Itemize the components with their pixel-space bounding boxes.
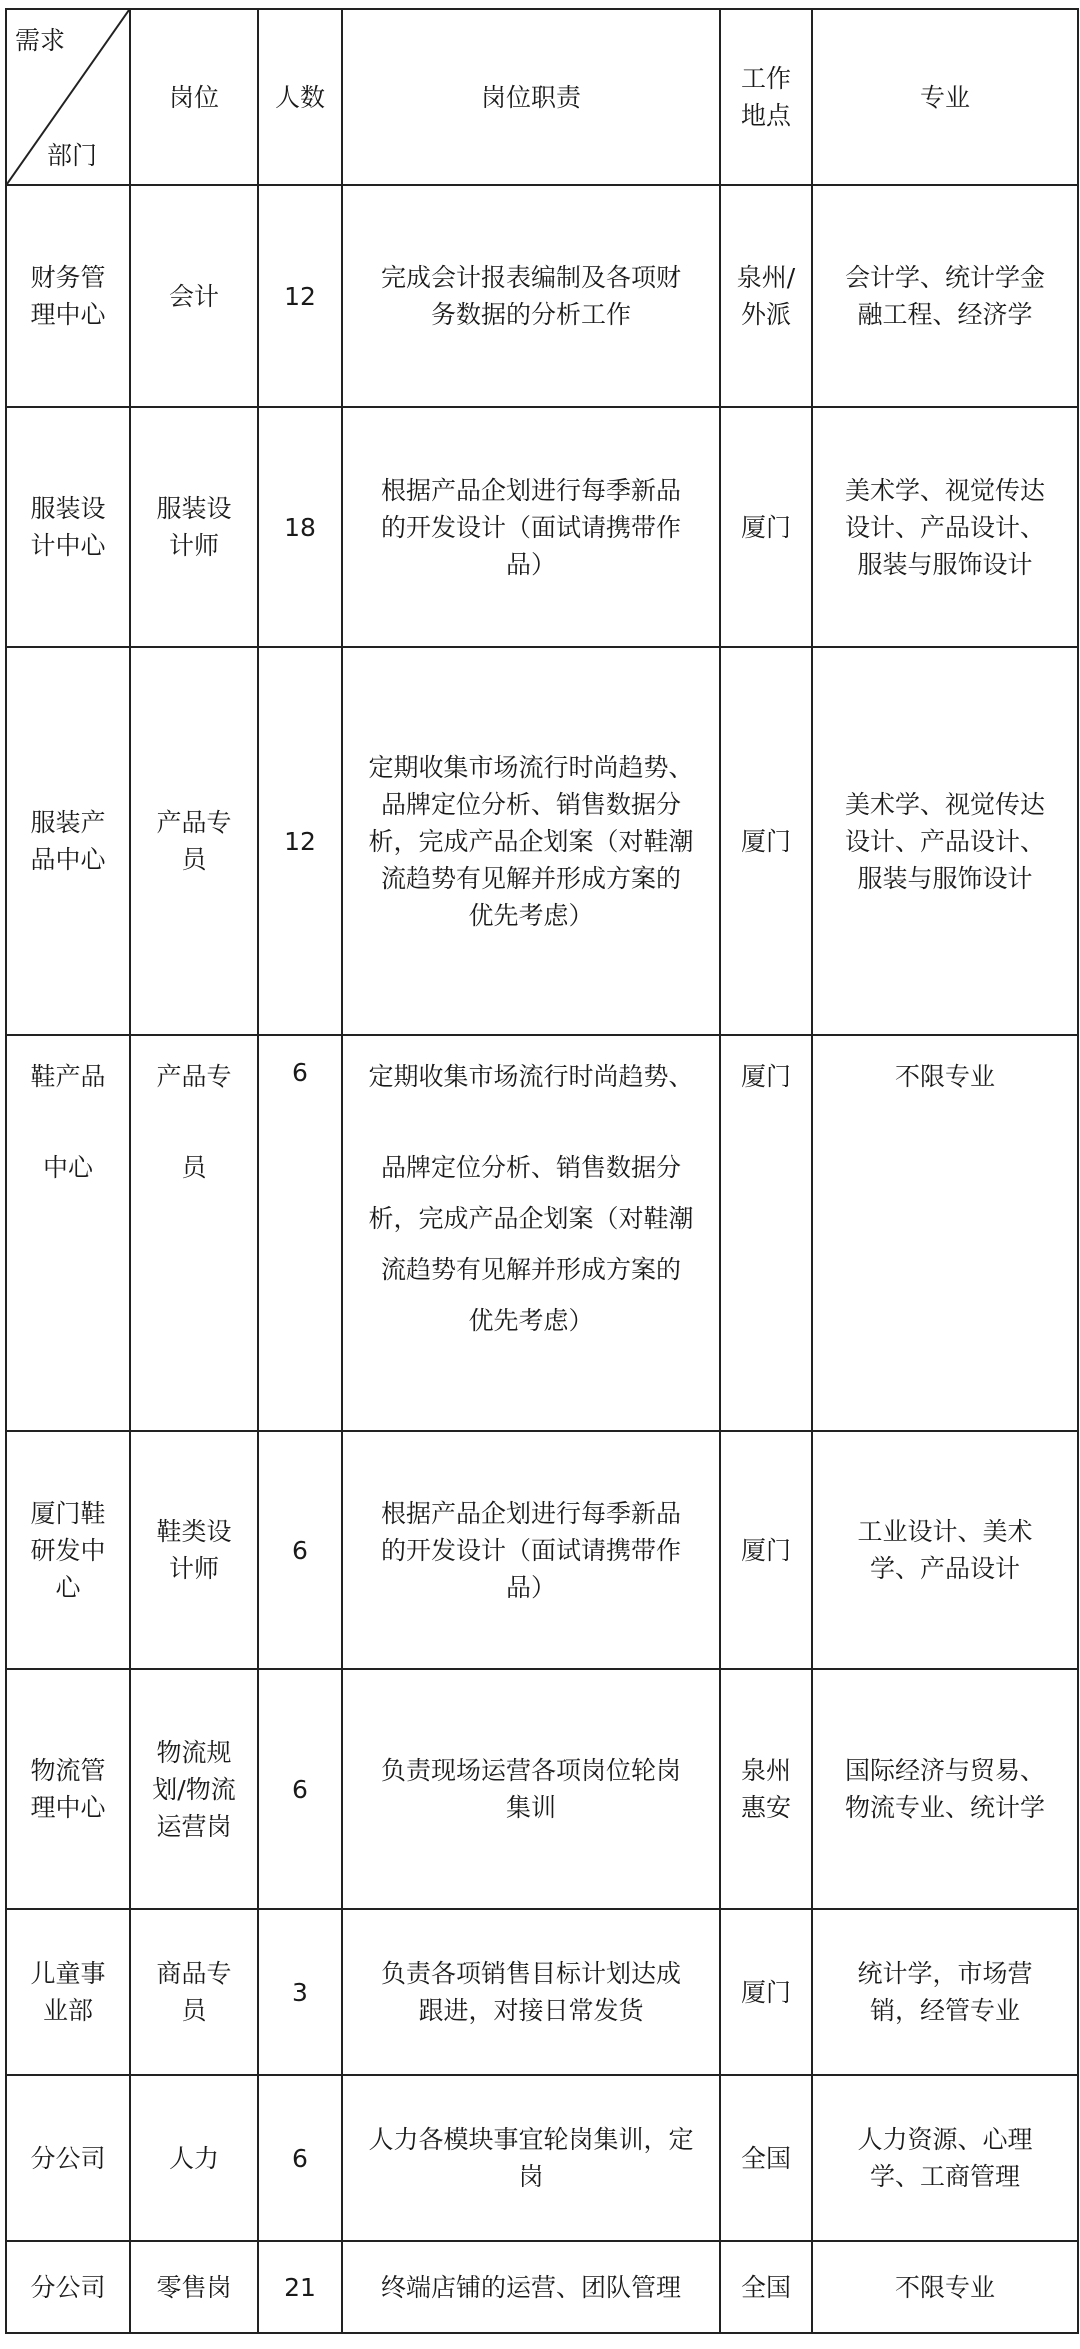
dept-line: 服装产 [30, 808, 106, 837]
header-duties: 岗位职责 [342, 9, 720, 185]
position-line: 员 [181, 845, 207, 874]
major-cell [812, 185, 1078, 407]
duties-line: 定期收集市场流行时尚趋势、 [368, 752, 694, 782]
dept-cell [6, 2241, 130, 2333]
count-cell: 6 [258, 1669, 342, 1909]
position-cell: 产品专 [130, 1035, 258, 1131]
duties-cell [342, 1669, 720, 1909]
count-cell: 3 [258, 1909, 342, 2075]
dept-line: 分公司 [30, 2143, 106, 2173]
dept-cell [6, 1431, 130, 1669]
count-cell: 12 [258, 185, 342, 407]
header-position: 岗位 [130, 9, 258, 185]
position-line: 产品专 [156, 808, 232, 837]
location-cell [720, 647, 812, 1035]
location-cell-empty [720, 1131, 812, 1431]
duties-cell [342, 647, 720, 1035]
major-cell [812, 1669, 1078, 1909]
dept-line: 厦门鞋 [30, 1498, 106, 1528]
position-line: 划/物流 [152, 1774, 236, 1804]
position-line: 运营岗 [156, 1811, 232, 1841]
dept-line: 财务管 [30, 263, 106, 292]
table-row [6, 1669, 1078, 1909]
duties-line: 岗 [518, 2162, 544, 2191]
major-line: 工业设计、美术 [857, 1517, 1033, 1546]
location-line: 全国 [740, 2272, 791, 2302]
duties-line: 集训 [505, 1793, 556, 1822]
duties-cell [342, 2075, 720, 2241]
duties-cell [342, 185, 720, 407]
duties-line: 品） [505, 1572, 556, 1602]
position-cell: 员 [130, 1131, 258, 1431]
position-line: 会计 [168, 281, 219, 311]
major-line: 服装与服饰设计 [857, 863, 1033, 893]
header-count: 人数 [258, 9, 342, 185]
duties-cell [342, 1431, 720, 1669]
dept-line: 品中心 [30, 845, 106, 874]
dept-cell: 鞋产品 [6, 1035, 130, 1131]
position-cell [130, 2241, 258, 2333]
position-line: 商品专 [156, 1959, 232, 1988]
major-line: 设计、产品设计、 [844, 826, 1045, 856]
location-line: 全国 [740, 2143, 791, 2173]
location-line: 泉州/ [736, 263, 796, 292]
dept-line: 业部 [42, 1996, 93, 2025]
major-cell: 不限专业 [812, 1035, 1078, 1131]
dept-line: 研发中 [30, 1535, 106, 1565]
major-cell [812, 1431, 1078, 1669]
duties-line: 完成会计报表编制及各项财 [380, 263, 681, 292]
duties-line: 根据产品企划进行每季新品 [380, 1498, 681, 1528]
count-cell-empty [258, 1131, 342, 1431]
major-line: 美术学、视觉传达 [844, 789, 1045, 819]
position-line: 计师 [168, 1554, 219, 1583]
count-cell: 12 [258, 647, 342, 1035]
dept-cell [6, 647, 130, 1035]
location-line: 厦门 [740, 826, 791, 856]
table-row [6, 2241, 1078, 2333]
major-cell-empty [812, 1131, 1078, 1431]
duties-line: 析，完成产品企划案（对鞋潮 [368, 1204, 694, 1233]
duties-line: 的开发设计（面试请携带作 [380, 512, 681, 542]
location-cell [720, 2075, 812, 2241]
position-cell [130, 2075, 258, 2241]
position-line: 人力 [168, 2143, 219, 2173]
location-line: 泉州 [740, 1756, 791, 1785]
duties-line: 流趋势有见解并形成方案的 [380, 1255, 681, 1284]
position-cell [130, 1431, 258, 1669]
duties-cell [342, 1909, 720, 2075]
duties-line: 负责现场运营各项岗位轮岗 [380, 1756, 681, 1785]
position-line: 服装设 [156, 494, 232, 523]
location-cell [720, 185, 812, 407]
major-line: 国际经济与贸易、 [844, 1756, 1045, 1785]
major-line: 学、产品设计 [869, 1554, 1020, 1583]
header-major: 专业 [812, 9, 1078, 185]
table-row [6, 2075, 1078, 2241]
duties-line: 优先考虑） [468, 900, 594, 930]
location-line: 外派 [740, 300, 791, 329]
count-cell: 6 [258, 1431, 342, 1669]
major-line: 物流专业、统计学 [844, 1793, 1045, 1822]
location-line: 惠安 [740, 1793, 791, 1822]
major-line: 融工程、经济学 [857, 300, 1033, 329]
recruitment-table [5, 8, 1079, 2334]
dept-cell [6, 2075, 130, 2241]
table-row [6, 1431, 1078, 1669]
table-row-split-top [6, 1035, 1078, 1131]
duties-line: 品牌定位分析、销售数据分 [380, 1153, 681, 1182]
header-row [6, 9, 1078, 185]
major-cell [812, 2241, 1078, 2333]
duties-line: 流趋势有见解并形成方案的 [380, 863, 681, 893]
corner-header-cell [6, 9, 130, 185]
count-cell: 6 [258, 1035, 342, 1131]
count-cell: 18 [258, 407, 342, 647]
header-dept: 部门 [47, 141, 98, 170]
table-row [6, 1909, 1078, 2075]
dept-line: 计中心 [30, 531, 106, 560]
dept-cell [6, 185, 130, 407]
major-line: 人力资源、心理 [857, 2125, 1033, 2154]
location-cell: 厦门 [720, 1035, 812, 1131]
duties-line: 的开发设计（面试请携带作 [380, 1535, 681, 1565]
duties-cell [342, 1131, 720, 1431]
duties-line: 终端店铺的运营、团队管理 [380, 2272, 681, 2302]
duties-line: 析，完成产品企划案（对鞋潮 [368, 826, 694, 856]
dept-cell: 中心 [6, 1131, 130, 1431]
dept-line: 心 [55, 1572, 81, 1602]
duties-line: 根据产品企划进行每季新品 [380, 475, 681, 505]
position-cell [130, 1669, 258, 1909]
position-line: 计师 [168, 531, 219, 560]
table-row-split-bottom [6, 1131, 1078, 1431]
position-line: 员 [181, 1996, 207, 2025]
position-cell [130, 407, 258, 647]
position-cell [130, 1909, 258, 2075]
count-cell: 21 [258, 2241, 342, 2333]
location-line: 厦门 [740, 512, 791, 542]
count-cell: 6 [258, 2075, 342, 2241]
duties-line: 品） [505, 549, 556, 579]
major-line: 会计学、统计学金 [844, 263, 1045, 292]
dept-line: 理中心 [30, 1793, 106, 1822]
location-cell [720, 1909, 812, 2075]
location-line: 厦门 [740, 1535, 791, 1565]
duties-line: 品牌定位分析、销售数据分 [380, 789, 681, 819]
header-location-line2: 地点 [740, 101, 791, 130]
duties-line: 负责各项销售目标计划达成 [380, 1959, 681, 1988]
header-location-line1: 工作 [740, 64, 791, 93]
major-cell [812, 1909, 1078, 2075]
dept-cell [6, 407, 130, 647]
dept-cell [6, 1909, 130, 2075]
major-cell [812, 407, 1078, 647]
major-cell [812, 647, 1078, 1035]
dept-line: 服装设 [30, 494, 106, 523]
major-line: 美术学、视觉传达 [844, 475, 1045, 505]
duties-cell [342, 2241, 720, 2333]
header-location [720, 9, 812, 185]
major-line: 学、工商管理 [869, 2162, 1020, 2191]
table-row [6, 185, 1078, 407]
dept-line: 儿童事 [30, 1959, 106, 1988]
duties-cell [342, 407, 720, 647]
location-line: 厦门 [740, 1977, 791, 2007]
position-line: 鞋类设 [156, 1517, 232, 1546]
position-line: 零售岗 [156, 2272, 232, 2302]
header-demand: 需求 [15, 26, 66, 55]
duties-line: 务数据的分析工作 [430, 300, 631, 329]
duties-line: 优先考虑） [468, 1306, 594, 1335]
location-cell [720, 1669, 812, 1909]
major-line: 不限专业 [894, 2272, 995, 2302]
dept-line: 物流管 [30, 1756, 106, 1785]
dept-cell [6, 1669, 130, 1909]
position-cell [130, 647, 258, 1035]
major-line: 统计学，市场营 [857, 1959, 1033, 1988]
position-cell [130, 185, 258, 407]
location-cell [720, 1431, 812, 1669]
table-row [6, 647, 1078, 1035]
duties-cell: 定期收集市场流行时尚趋势、 [342, 1035, 720, 1131]
dept-line: 理中心 [30, 300, 106, 329]
major-cell [812, 2075, 1078, 2241]
location-cell [720, 2241, 812, 2333]
duties-line: 跟进，对接日常发货 [418, 1996, 644, 2025]
major-line: 设计、产品设计、 [844, 512, 1045, 542]
dept-line: 分公司 [30, 2272, 106, 2302]
major-line: 销，经管专业 [869, 1996, 1020, 2025]
position-line: 物流规 [156, 1737, 232, 1767]
location-cell [720, 407, 812, 647]
table-row [6, 407, 1078, 647]
duties-line: 人力各模块事宜轮岗集训，定 [368, 2125, 694, 2154]
major-line: 服装与服饰设计 [857, 549, 1033, 579]
